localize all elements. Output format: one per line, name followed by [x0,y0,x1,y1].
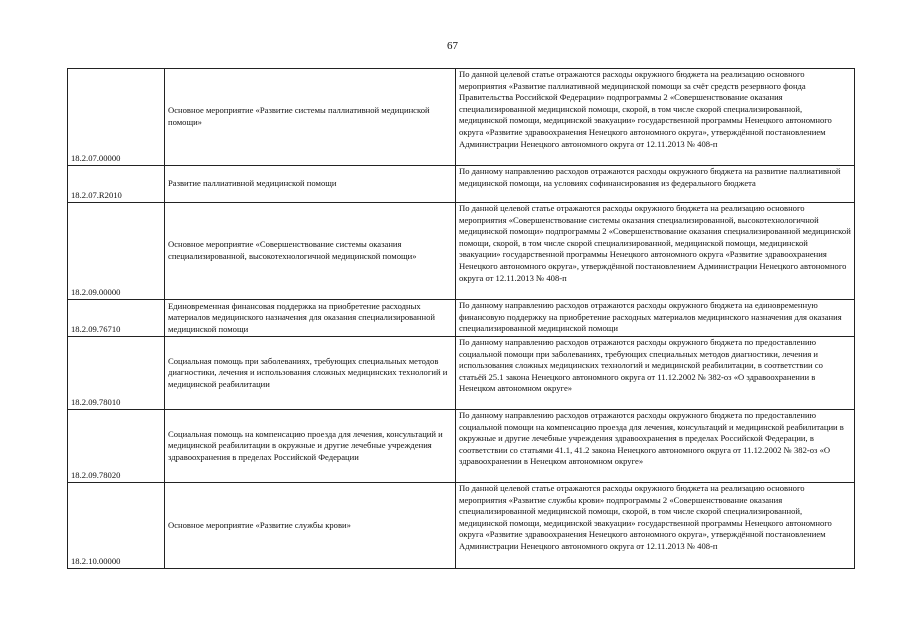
target-article-code: 18.2.09.78020 [68,410,165,483]
target-article-description: По данному направлению расходов отражаются расходы окружного бюджета на развитие паллиативной медицинской помощи, на условиях софинансирования из федерального бюджета [456,166,855,203]
table-row [68,203,855,300]
target-article-code: 18.2.09.00000 [68,203,165,300]
target-article-code: 18.2.10.00000 [68,483,165,569]
target-article-name: Единовременная финансовая поддержка на приобретение расходных материалов медицинского назначения для оказания специализированной медицинской помощи [165,300,456,337]
target-article-description: По данной целевой статье отражаются расходы окружного бюджета на реализацию основного мероприятия «Развитие службы крови» подпрограммы 2 «Совершенствование оказания специализированной медицинской помощи, скорой, в том числе скорой специализированной, медицинской помощи, медицинской эвакуации» государственной программы Ненецкого автономного округа «Развитие здравоохранения Ненецкого автономного округа», утверждённой постановлением Администрации Ненецкого автономного округа от 12.11.2013 № 408-п [456,483,855,569]
table-row [68,337,855,410]
target-article-description: По данному направлению расходов отражаются расходы окружного бюджета по предоставлению социальной помощи на компенсацию проезда для лечения, консультаций и медицинской реабилитации в окружные и другие лечебные учреждения здравоохранения в пределах Российской Федерации, в соответствии со статьями 41.1, 41.2 закона Ненецкого автономного округа от 11.12.2002 № 382-оз «О здравоохранении в Ненецком автономном округе» [456,410,855,483]
target-article-name: Основное мероприятие «Совершенствование системы оказания специализированной, высокотехнологичной медицинской помощи» [165,203,456,300]
table-row [68,410,855,483]
target-article-code: 18.2.09.76710 [68,300,165,337]
table-row [68,69,855,166]
table-row [68,483,855,569]
target-article-name: Социальная помощь на компенсацию проезда для лечения, консультаций и медицинской реабилитации в окружные и другие лечебные учреждения здравоохранения в пределах Российской Федерации [165,410,456,483]
page-number: 67 [447,40,458,52]
budget-classification-table [67,68,855,569]
target-article-description: По данной целевой статье отражаются расходы окружного бюджета на реализацию основного мероприятия «Развитие паллиативной медицинской помощи за счёт средств резервного фонда Правительства Российской Федерации» подпрограммы 2 «Совершенствование оказания специализированной медицинской помощи, скорой, в том числе скорой специализированной, медицинской помощи, медицинской эвакуации» государственной программы Ненецкого автономного округа «Развитие здравоохранения Ненецкого автономного округа», утверждённой постановлением Администрации Ненецкого автономного округа от 12.11.2013 № 408-п [456,69,855,166]
target-article-description: По данному направлению расходов отражаются расходы окружного бюджета на единовременную финансовую поддержку на приобретение расходных материалов медицинского назначения для оказания специализированной медицинской помощи [456,300,855,337]
table-row [68,300,855,337]
target-article-name: Развитие паллиативной медицинской помощи [165,166,456,203]
target-article-code: 18.2.07.R2010 [68,166,165,203]
target-article-description: По данной целевой статье отражаются расходы окружного бюджета на реализацию основного мероприятия «Совершенствование системы оказания специализированной, высокотехнологичной медицинской помощи» подпрограммы 2 «Совершенствование оказания специализированной медицинской помощи, скорой, в том числе скорой специализированной, медицинской помощи, медицинской эвакуации» государственной программы Ненецкого автономного округа «Развитие здравоохранения Ненецкого автономного округа», утверждённой постановлением Администрации Ненецкого автономного округа от 12.11.2013 № 408-п [456,203,855,300]
target-article-code: 18.2.07.00000 [68,69,165,166]
target-article-name: Основное мероприятие «Развитие службы крови» [165,483,456,569]
target-article-name: Основное мероприятие «Развитие системы паллиативной медицинской помощи» [165,69,456,166]
target-article-code: 18.2.09.78010 [68,337,165,410]
target-article-description: По данному направлению расходов отражаются расходы окружного бюджета по предоставлению социальной помощи при заболеваниях, требующих специальных методов диагностики, лечения и использования сложных медицинских технологий и медицинской реабилитации, в соответствии со статьёй 25.1 закона Ненецкого автономного округа от 11.12.2002 № 382-оз «О здравоохранении в Ненецком автономном округе» [456,337,855,410]
target-article-name: Социальная помощь при заболеваниях, требующих специальных методов диагностики, лечения и использования сложных медицинских технологий и медицинской реабилитации [165,337,456,410]
table-row [68,166,855,203]
